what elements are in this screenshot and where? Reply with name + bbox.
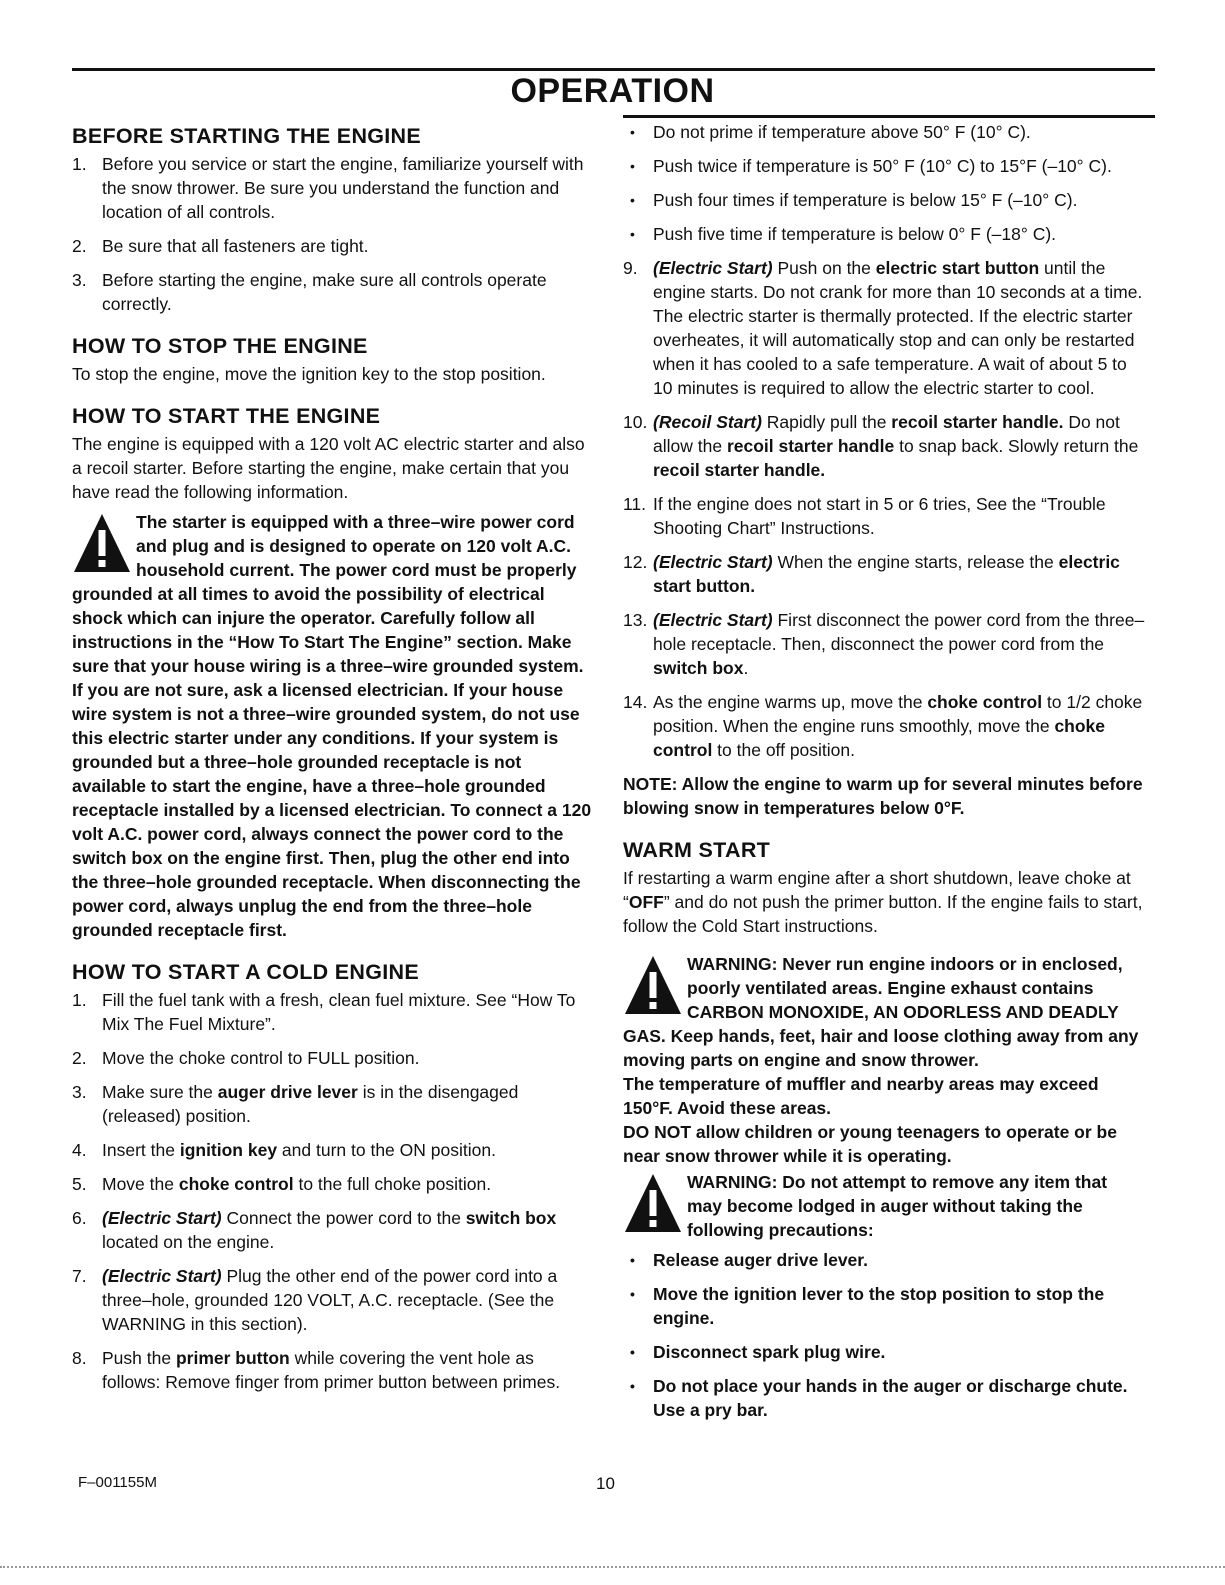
bottom-scan-edge	[0, 1566, 1225, 1568]
start-steps-list	[623, 256, 1145, 762]
list-item	[72, 268, 594, 316]
item-text: Plug the other end of the power cord into a three–hole, grounded 120 VOLT, A.C. receptacle. (See the WARNING in this section).	[102, 1266, 558, 1334]
warning-triangle-icon	[623, 1170, 683, 1236]
warm-start-text	[623, 866, 1145, 938]
item-text: Insert the	[102, 1140, 180, 1160]
bullet-icon: •	[630, 1378, 635, 1394]
item-text: and turn to the ON position.	[277, 1140, 496, 1160]
page-title: OPERATION	[510, 72, 715, 110]
item-number: 9.	[623, 258, 638, 278]
item-number: 1.	[72, 154, 87, 174]
item-number: 11.	[623, 494, 647, 514]
item-text: Fill the fuel tank with a fresh, clean fuel mixture. See “How To Mix The Fuel Mixture”.	[102, 990, 576, 1034]
item-text: Rapidly pull the	[761, 412, 892, 432]
heading-before-starting: BEFORE STARTING THE ENGINE	[72, 124, 422, 148]
item-term: electric start button	[875, 258, 1040, 278]
item-number: 10.	[623, 412, 648, 432]
item-term: primer button	[175, 1348, 290, 1368]
list-item	[623, 222, 1145, 246]
bullet-icon: •	[630, 226, 635, 242]
list-item	[72, 1080, 594, 1128]
left-column	[72, 120, 594, 1404]
list-item	[623, 188, 1145, 212]
list-item	[72, 1206, 594, 1254]
item-number: 12.	[623, 552, 648, 572]
item-number: 3.	[72, 270, 87, 290]
heading-start-engine: HOW TO START THE ENGINE	[72, 404, 381, 428]
item-text: Push four times if temperature is below 15° F (–10° C).	[653, 190, 1078, 210]
item-term: switch box	[653, 658, 744, 678]
item-tag: (Electric Start)	[653, 610, 773, 630]
auger-warning	[623, 1170, 1145, 1242]
item-number: 7.	[72, 1266, 87, 1286]
item-text: Do not prime if temperature above 50° F (10° C).	[653, 122, 1031, 142]
item-text: Disconnect spark plug wire.	[653, 1342, 886, 1362]
list-item	[623, 608, 1145, 680]
title-underline	[623, 115, 1155, 118]
item-tag: (Electric Start)	[102, 1266, 222, 1286]
item-text: to the off position.	[712, 740, 856, 760]
item-number: 2.	[72, 236, 87, 256]
start-engine-text: The engine is equipped with a 120 volt AC electric starter and also a recoil starter. Before starting the engine, make certain that you have read the following information.	[72, 434, 585, 502]
item-text: Do not place your hands in the auger or discharge chute. Use a pry bar.	[653, 1376, 1128, 1420]
item-number: 4.	[72, 1140, 87, 1160]
item-text: Before starting the engine, make sure all controls operate correctly.	[102, 270, 547, 314]
item-number: 6.	[72, 1208, 87, 1228]
heading-warm-start: WARM START	[623, 838, 771, 862]
item-text: .	[743, 658, 749, 678]
item-text: Move the	[102, 1174, 179, 1194]
item-text: If the engine does not start in 5 or 6 tries, See the “Trouble Shooting Chart” Instructions.	[653, 494, 1106, 538]
list-item	[623, 1248, 1145, 1272]
list-item	[623, 1374, 1145, 1422]
item-term: choke control	[653, 716, 1106, 760]
bullet-icon: •	[630, 124, 635, 140]
item-text: to 1/2 choke position. When the engine runs smoothly, move the	[653, 692, 1143, 736]
bullet-icon: •	[630, 1344, 635, 1360]
item-text: Push on the	[772, 258, 876, 278]
right-column	[623, 120, 1145, 1432]
list-item	[623, 154, 1145, 178]
item-term: electric start button.	[653, 552, 1120, 596]
muffler-warning: The temperature of muffler and nearby areas may exceed 150°F. Avoid these areas.	[623, 1074, 1099, 1118]
warning-triangle-icon	[623, 952, 683, 1018]
exhaust-warning	[623, 952, 1145, 1072]
item-tag: (Recoil Start)	[653, 412, 762, 432]
item-term: switch box	[465, 1208, 557, 1228]
item-number: 13.	[623, 610, 648, 630]
bullet-icon: •	[630, 1252, 635, 1268]
list-item	[623, 550, 1145, 598]
warning-triangle-icon	[72, 510, 132, 576]
electric-warning-text: The starter is equipped with a three–wire power cord and plug and is designed to operate on 120 volt A.C. household current. The power cord must be properly grounded at all times to avoid the possibility of electrical shock which can injure the operator. Carefully follow all instructions in the “How To Start The Engine” section. Make sure that your house wiring is a three–wire grounded system. If you are not sure, ask a licensed electrician. If your house wire system is not a three–wire grounded system, do not use this electric starter under any conditions. If your system is grounded but a three–hole grounded receptacle is not available to start the engine, have a three–hole grounded receptacle installed by a licensed electrician. To connect a 120 volt A.C. power cord, always connect the power cord to the switch box on the engine first. Then, plug the other end into the three–hole grounded receptacle. When disconnecting the power cord, always unplug the end from the three–hole grounded receptacle first.	[72, 512, 592, 940]
precautions-list	[623, 1248, 1145, 1422]
item-text: Push five time if temperature is below 0° F (–18° C).	[653, 224, 1057, 244]
item-term: choke control	[178, 1174, 294, 1194]
item-text: Push the	[102, 1348, 176, 1368]
item-term: recoil starter handle.	[653, 460, 826, 480]
item-number: 14.	[623, 692, 648, 712]
item-text: Make sure the	[102, 1082, 218, 1102]
item-number: 2.	[72, 1048, 87, 1068]
item-number: 8.	[72, 1348, 87, 1368]
item-number: 3.	[72, 1082, 87, 1102]
item-term: recoil starter handle.	[891, 412, 1064, 432]
list-item	[72, 234, 594, 258]
item-tag: (Electric Start)	[653, 552, 773, 572]
list-item	[623, 1340, 1145, 1364]
item-term: ignition key	[179, 1140, 278, 1160]
item-text: When the engine starts, release the	[772, 552, 1059, 572]
item-number: 1.	[72, 990, 87, 1010]
item-number: 5.	[72, 1174, 87, 1194]
stop-engine-text: To stop the engine, move the ignition key to the stop position.	[72, 364, 546, 384]
item-text: located on the engine.	[102, 1232, 275, 1252]
list-item	[623, 256, 1145, 400]
item-text: Push twice if temperature is 50° F (10° C) to 15°F (–10° C).	[653, 156, 1112, 176]
item-text: to the full choke position.	[293, 1174, 492, 1194]
item-text: Release auger drive lever.	[653, 1250, 868, 1270]
item-text: First disconnect the power cord from the three–hole receptacle. Then, disconnect the power cord from the	[653, 610, 1145, 654]
item-text: Move the ignition lever to the stop position to stop the engine.	[653, 1284, 1105, 1328]
list-item	[72, 152, 594, 224]
item-text: Be sure that all fasteners are tight.	[102, 236, 369, 256]
list-item	[72, 1346, 594, 1394]
item-term: auger drive lever	[217, 1082, 358, 1102]
children-warning: DO NOT allow children or young teenagers to operate or be near snow thrower while it is operating.	[623, 1122, 1117, 1166]
item-text: to snap back. Slowly return the	[894, 436, 1139, 456]
list-item	[623, 492, 1145, 540]
list-item	[623, 120, 1145, 144]
item-tag: (Electric Start)	[102, 1208, 222, 1228]
list-item	[623, 1282, 1145, 1330]
item-term: recoil starter handle	[726, 436, 895, 456]
warm-term: OFF	[628, 892, 664, 912]
item-text: Do not allow the	[653, 412, 1120, 456]
list-item	[72, 1264, 594, 1336]
bullet-icon: •	[630, 192, 635, 208]
item-text: Move the choke control to FULL position.	[102, 1048, 420, 1068]
item-text: Before you service or start the engine, familiarize yourself with the snow thrower. Be sure you understand the function and location of all controls.	[102, 154, 584, 222]
heading-cold-engine: HOW TO START A COLD ENGINE	[72, 960, 420, 984]
footer-code: F–001155M	[78, 1474, 157, 1491]
list-item	[623, 410, 1145, 482]
list-item	[72, 1046, 594, 1070]
primer-bullets	[623, 120, 1145, 246]
warm-text: If restarting a warm engine after a short shutdown, leave choke at “	[623, 868, 1131, 912]
list-item	[72, 988, 594, 1036]
before-starting-list	[72, 152, 594, 316]
bullet-icon: •	[630, 1286, 635, 1302]
warm-text: ” and do not push the primer button. If the engine fails to start, follow the Cold Start instructions.	[623, 892, 1143, 936]
electric-warning	[72, 510, 594, 942]
cold-start-list	[72, 988, 594, 1394]
item-text: As the engine warms up, move the	[653, 692, 928, 712]
item-term: choke control	[927, 692, 1043, 712]
note-warm-up: NOTE: Allow the engine to warm up for several minutes before blowing snow in temperatures below 0°F.	[623, 774, 1143, 818]
list-item	[72, 1172, 594, 1196]
auger-warning-text: WARNING: Do not attempt to remove any item that may become lodged in auger without taking the following precautions:	[687, 1172, 1108, 1240]
bullet-icon: •	[630, 158, 635, 174]
heading-stop-engine: HOW TO STOP THE ENGINE	[72, 334, 368, 358]
item-text: while covering the vent hole as follows: Remove finger from primer button between primes.	[102, 1348, 561, 1392]
item-text: is in the disengaged (released) position.	[102, 1082, 519, 1126]
item-text: Connect the power cord to the	[221, 1208, 466, 1228]
item-tag: (Electric Start)	[653, 258, 773, 278]
list-item	[72, 1138, 594, 1162]
top-rule	[72, 68, 1155, 71]
exhaust-warning-text: WARNING: Never run engine indoors or in enclosed, poorly ventilated areas. Engine exhaust contains CARBON MONOXIDE, AN ODORLESS AND DEADLY GAS. Keep hands, feet, hair and loose clothing away from any moving parts on engine and snow thrower.	[623, 954, 1139, 1070]
item-text: until the engine starts. Do not crank for more than 10 seconds at a time. The electric starter is thermally protected. If the electric starter overheates, it will automatically stop and can only be restarted when it has cooled to a safe temperature. A wait of about 5 to 10 minutes is required to allow the electric starter to cool.	[653, 258, 1143, 398]
list-item	[623, 690, 1145, 762]
page-number: 10	[596, 1474, 615, 1493]
